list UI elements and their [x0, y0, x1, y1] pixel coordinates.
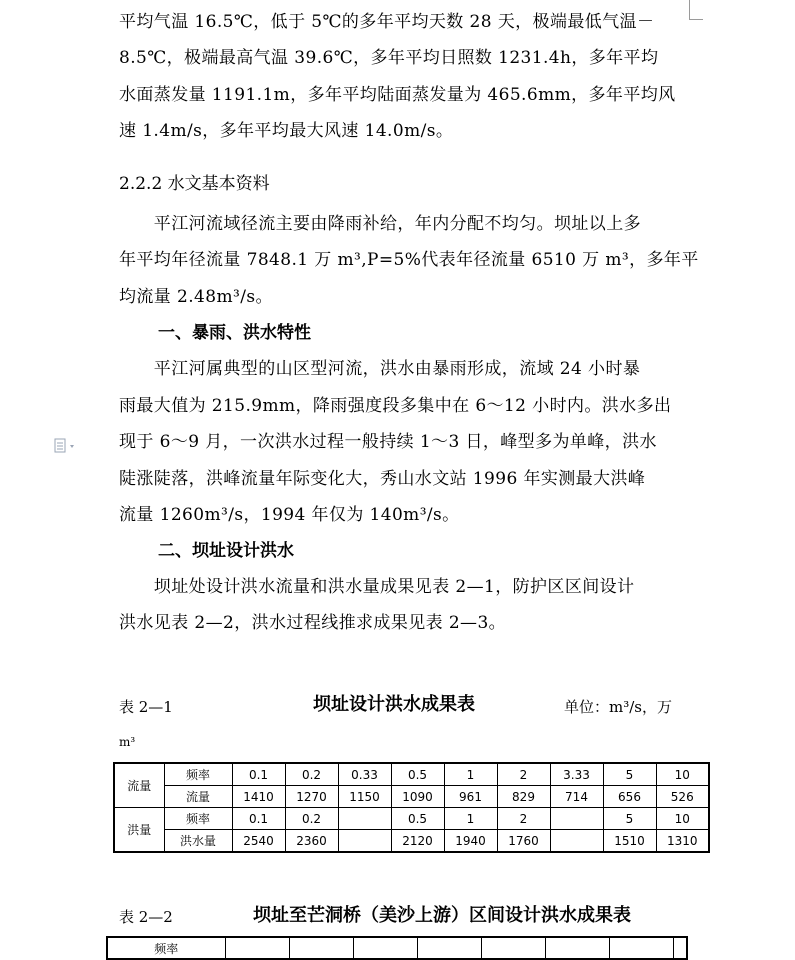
- table1-cell: 2540: [232, 830, 285, 853]
- table1-cell: 5: [603, 808, 656, 830]
- table1-cell: 0.1: [232, 808, 285, 830]
- table1-row-label: 流量: [164, 786, 232, 808]
- table1-row-label: 频率: [164, 808, 232, 830]
- climate-line-4: 速 1.4m/s，多年平均最大风速 14.0m/s。: [119, 121, 454, 141]
- table1-cell: 1: [444, 808, 497, 830]
- table1-cell: 3.33: [550, 763, 603, 786]
- climate-line-2: 8.5℃，极端最高气温 39.6℃，多年平均日照数 1231.4h，多年平均: [119, 48, 659, 68]
- table1-cell: 5: [603, 763, 656, 786]
- table1-cell: 10: [656, 763, 709, 786]
- climate-line-3: 水面蒸发量 1191.1m，多年平均陆面蒸发量为 465.6mm，多年平均风: [119, 85, 676, 105]
- table2-cell: [225, 937, 289, 959]
- design-line-2: 洪水见表 2—2，洪水过程线推求成果见表 2—3。: [119, 613, 507, 633]
- runoff-line-2: 年平均年径流量 7848.1 万 m³,P=5%代表年径流量 6510 万 m³，多年平: [119, 250, 699, 270]
- table1-row-vol-values: [114, 830, 709, 853]
- flood-line-5: 流量 1260m³/s，1994 年仅为 140m³/s。: [119, 505, 460, 525]
- table1-cell: 10: [656, 808, 709, 830]
- table2-cell: [289, 937, 353, 959]
- table1-row-vol-freq: [114, 808, 709, 830]
- table1-cell: 1940: [444, 830, 497, 853]
- table1-group-flow: 流量: [114, 763, 164, 808]
- table2-row: [107, 937, 687, 959]
- margin-corner-mark: [689, 0, 690, 20]
- table1-row-label: 洪水量: [164, 830, 232, 853]
- heading-design-flood: 二、坝址设计洪水: [158, 541, 294, 561]
- table1-cell: 2360: [285, 830, 338, 853]
- climate-line-1: 平均气温 16.5℃，低于 5℃的多年平均天数 28 天，极端最低气温－: [119, 12, 655, 32]
- table1-cell: 1410: [232, 786, 285, 808]
- paragraph-menu-icon[interactable]: [54, 438, 78, 454]
- table1: [113, 762, 710, 853]
- table1-cell: 961: [444, 786, 497, 808]
- heading-storm-flood: 一、暴雨、洪水特性: [158, 323, 311, 343]
- table1-cell: 2: [497, 808, 550, 830]
- table1-cell: 1090: [391, 786, 444, 808]
- table1-unit: 单位：m³/s，万: [564, 698, 672, 716]
- table1-cell: [550, 830, 603, 853]
- table1-unit-cont: m³: [119, 735, 136, 749]
- table1-cell: 1310: [656, 830, 709, 853]
- table1-group-flood: 洪量: [114, 808, 164, 853]
- table1-cell: 656: [603, 786, 656, 808]
- table1-cell: 1: [444, 763, 497, 786]
- design-line-1: 坝址处设计洪水流量和洪水量成果见表 2—1，防护区区间设计: [119, 577, 635, 597]
- table1-cell: 0.5: [391, 763, 444, 786]
- runoff-line-1: 平江河流域径流主要由降雨补给，年内分配不均匀。坝址以上多: [119, 214, 641, 234]
- table1-cell: 0.2: [285, 808, 338, 830]
- table2-title: 坝址至芒洞桥（美沙上游）区间设计洪水成果表: [253, 905, 631, 926]
- table1-cell: 2120: [391, 830, 444, 853]
- table1-row-flow-freq: [114, 763, 709, 786]
- table2-cell: [545, 937, 609, 959]
- flood-line-2: 雨最大值为 215.9mm，降雨强度段多集中在 6～12 小时内。洪水多出: [119, 396, 672, 416]
- flood-line-3: 现于 6～9 月，一次洪水过程一般持续 1～3 日，峰型多为单峰，洪水: [119, 432, 657, 452]
- table1-cell: 1510: [603, 830, 656, 853]
- table1-row-label: 频率: [164, 763, 232, 786]
- table1-cell: 0.2: [285, 763, 338, 786]
- table1-cell: 0.33: [338, 763, 391, 786]
- table1-cell: [550, 808, 603, 830]
- table2-cell: [353, 937, 417, 959]
- table1-cell: 2: [497, 763, 550, 786]
- table2-label: 表 2—2: [119, 908, 173, 926]
- table1-title: 坝址设计洪水成果表: [313, 694, 475, 715]
- table1-cell: 0.1: [232, 763, 285, 786]
- table2-cell: [481, 937, 545, 959]
- section-heading: 2.2.2 水文基本资料: [119, 174, 270, 194]
- table1-cell: [338, 808, 391, 830]
- table2: [106, 936, 688, 960]
- table1-label: 表 2—1: [119, 698, 173, 716]
- flood-line-4: 陡涨陡落，洪峰流量年际变化大，秀山水文站 1996 年实测最大洪峰: [119, 469, 646, 489]
- table2-first-cell: 频率: [107, 937, 225, 959]
- flood-line-1: 平江河属典型的山区型河流，洪水由暴雨形成，流域 24 小时暴: [119, 359, 641, 379]
- table1-cell: [338, 830, 391, 853]
- table1-cell: 1150: [338, 786, 391, 808]
- table1-cell: 1760: [497, 830, 550, 853]
- runoff-line-3: 均流量 2.48m³/s。: [119, 287, 273, 307]
- table1-cell: 714: [550, 786, 603, 808]
- table2-cell: [417, 937, 481, 959]
- table1-cell: 526: [656, 786, 709, 808]
- table1-cell: 829: [497, 786, 550, 808]
- table1-row-flow-values: [114, 786, 709, 808]
- table1-cell: 1270: [285, 786, 338, 808]
- table2-cell: [673, 937, 687, 959]
- table2-cell: [609, 937, 673, 959]
- table1-cell: 0.5: [391, 808, 444, 830]
